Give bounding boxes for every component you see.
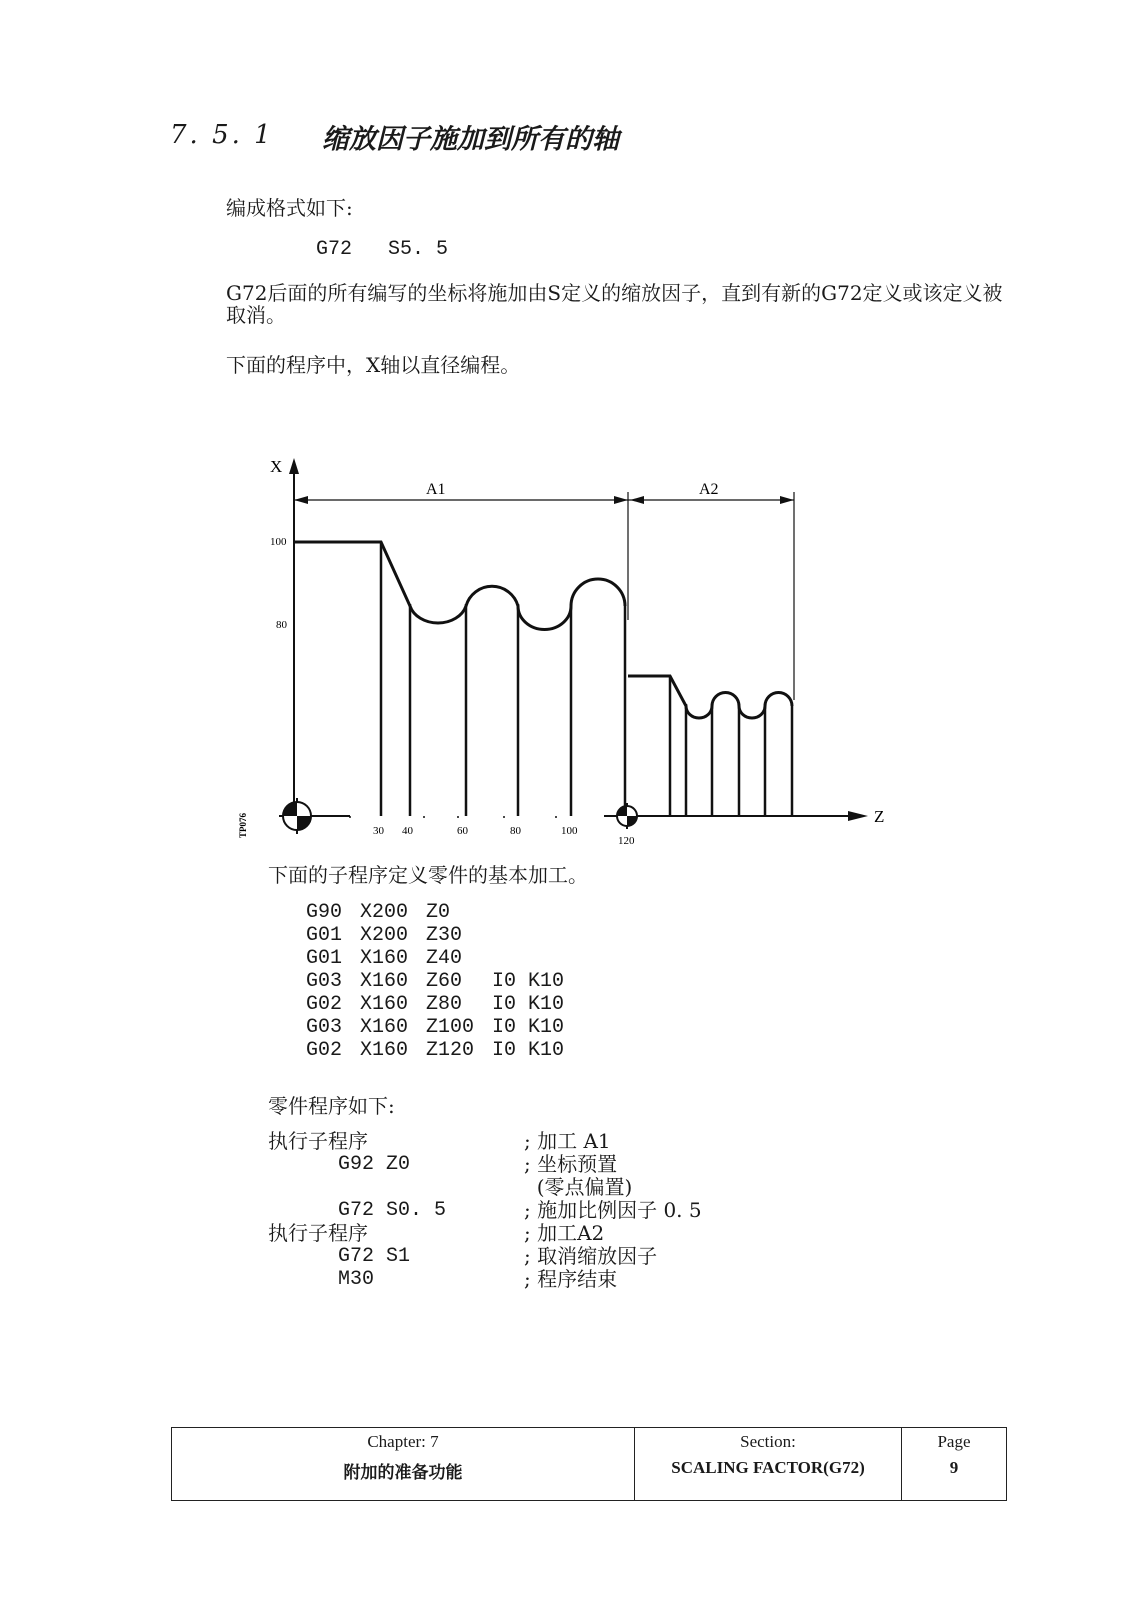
- origin-symbol-120: [614, 803, 640, 829]
- z-tick-120: 120: [618, 835, 635, 847]
- chapter-title: 附加的准备功能: [343, 1463, 463, 1482]
- diameter-note: 下面的程序中，X轴以直径编程。: [226, 353, 521, 377]
- z-tick-30: 30: [373, 825, 384, 837]
- intro-text: 编成格式如下:: [226, 196, 353, 220]
- code-line: G02 X160 Z120 I0 K10: [306, 1039, 565, 1062]
- format-code: G72: [316, 238, 353, 261]
- section-label: Section:: [740, 1432, 796, 1451]
- x-axis-arrow: [289, 458, 299, 474]
- part-program-listing: [268, 1130, 702, 1291]
- code-line: G90 X200 Z0: [306, 901, 451, 924]
- program-row: 执行子程序 ; 加工A2: [268, 1221, 605, 1245]
- code-line: G01 X160 Z40: [306, 947, 463, 970]
- z-tick-60: 60: [457, 825, 468, 837]
- chapter-label: Chapter: 7: [367, 1432, 439, 1451]
- figure-code: TP076: [238, 812, 248, 838]
- x-axis-label: X: [270, 457, 283, 476]
- footer-chapter: [172, 1428, 635, 1500]
- code-line: G03 X160 Z60 I0 K10: [306, 970, 565, 993]
- description-paragraph: G72后面的所有编写的坐标将施加由S定义的缩放因子，直到有新的G72定义或该定义被取消。: [226, 281, 1003, 327]
- footer-section: [635, 1428, 902, 1500]
- code-line: G01 X200 Z30: [306, 924, 463, 947]
- page-label: Page: [937, 1432, 971, 1451]
- page-number: 9: [949, 1458, 959, 1477]
- program-row: G72 S0. 5 ; 施加比例因子 0. 5: [338, 1198, 702, 1222]
- format-param: S5. 5: [388, 238, 449, 261]
- code-line: G03 X160 Z100 I0 K10: [306, 1016, 565, 1039]
- program-row: G72 S1 ; 取消缩放因子: [338, 1244, 658, 1268]
- dim-label-a1: A1: [426, 481, 446, 498]
- origin-symbol-zero: [279, 798, 315, 834]
- section-name: SCALING FACTOR(G72): [671, 1458, 865, 1477]
- program-row: 执行子程序 ; 加工 A1: [268, 1129, 611, 1153]
- z-tick-40: 40: [402, 825, 413, 837]
- code-line: G02 X160 Z80 I0 K10: [306, 993, 565, 1016]
- section-title: 缩放因子施加到所有的轴: [322, 124, 619, 155]
- dim-label-a2: A2: [699, 481, 719, 498]
- program-row: G92 Z0 ; 坐标预置: [338, 1152, 618, 1176]
- program-row: (零点偏置): [524, 1175, 633, 1199]
- z-axis-label: Z: [874, 807, 885, 826]
- z-axis-arrow: [848, 811, 868, 821]
- x-tick-80: 80: [276, 619, 287, 631]
- subroutine-listing: [306, 901, 592, 1062]
- section-number: 7. 5. 1: [170, 120, 274, 150]
- page-footer: [171, 1427, 1007, 1501]
- footer-page: [902, 1428, 1006, 1500]
- part-program-intro: 零件程序如下:: [268, 1094, 395, 1118]
- subroutine-intro: 下面的子程序定义零件的基本加工。: [268, 863, 588, 887]
- profile-a1: [294, 542, 625, 629]
- profile-a2: [628, 676, 792, 718]
- program-row: M30 ; 程序结束: [338, 1267, 618, 1291]
- z-tick-80: 80: [510, 825, 521, 837]
- x-tick-100: 100: [270, 536, 287, 548]
- z-tick-100: 100: [561, 825, 578, 837]
